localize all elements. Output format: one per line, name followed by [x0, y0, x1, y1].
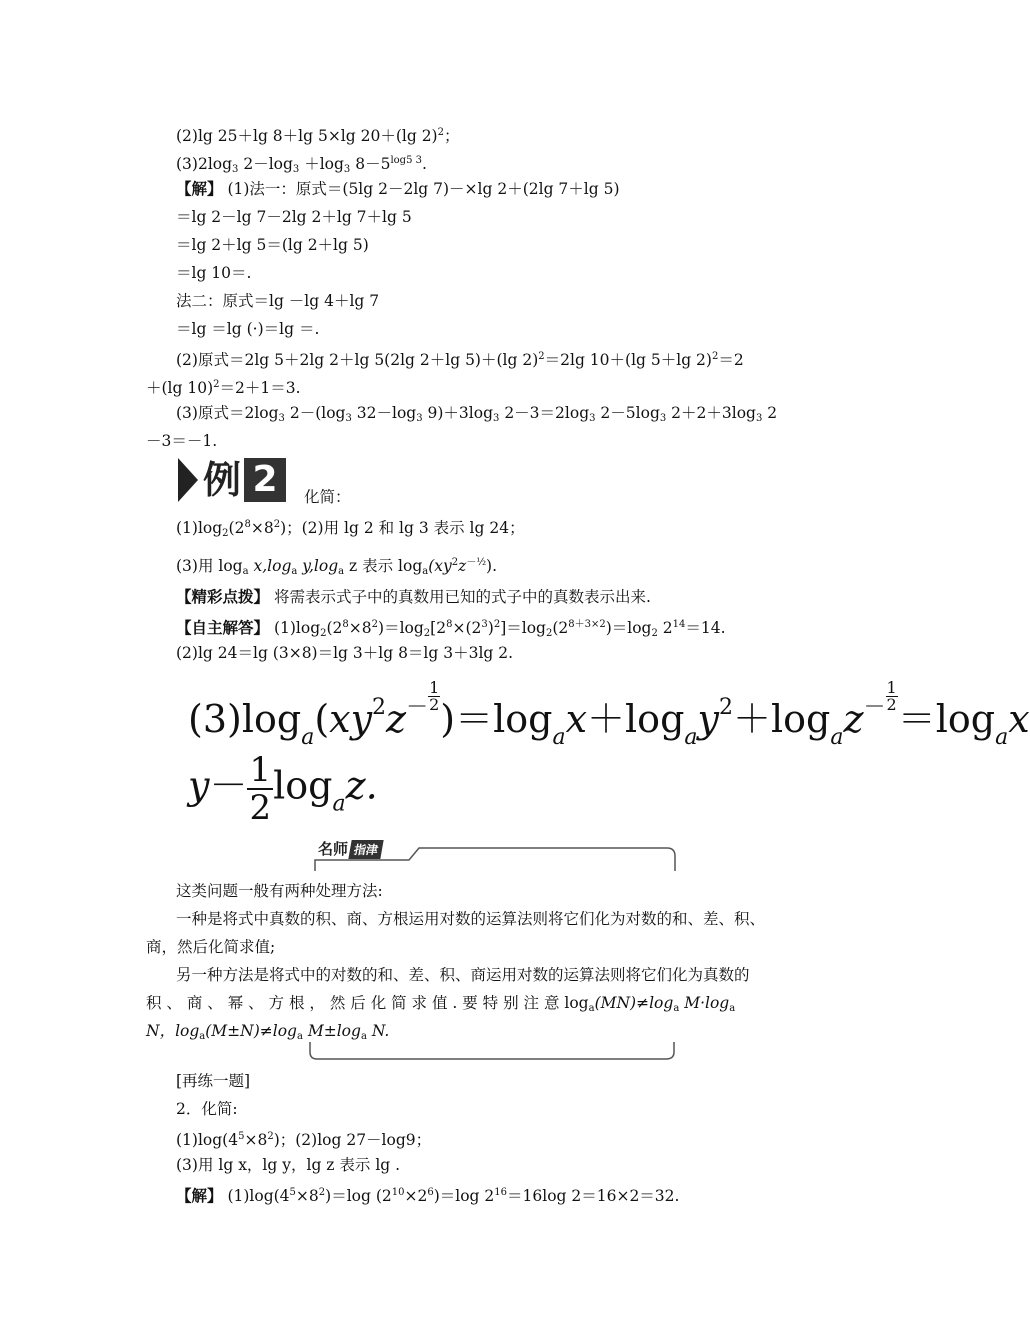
solution-line-7: (2)原式＝2lg 5＋2lg 2＋lg 5(2lg 2＋lg 5)＋(lg 2)$^2$＝2lg 10＋(lg 5＋lg 2)$^2$＝2: [176, 351, 744, 369]
problem-2-line: (2)lg 25＋lg 8＋lg 5×lg 20＋(lg 2)$^2$；: [176, 127, 460, 145]
example-question-1: $(1)\log_2(2^8\times 8^2)$；(2)用 lg 2 和 lg 3 表示 lg 24；: [176, 519, 525, 539]
practice-question: 2．化简:: [176, 1100, 238, 1118]
example-badge: [178, 458, 286, 502]
example-question-3: (3)用 $\log_a x,\log_a$ $y,\log_a$ z 表示 $\log_a(xy^2z^{-\frac{1}{2}})$.: [176, 557, 498, 577]
arrow-icon: [178, 458, 198, 502]
problem-3-line: $(3)2\log_3$ $2-\log_3 +\log_3$ $8-5^{log5 3}$.: [176, 155, 427, 175]
hint-line: 【精彩点拨】 将需表示式子中的真数用已知的式子中的真数表示出来.: [176, 587, 651, 606]
self-answer-line-1: 【自主解答】 $(1)\log_2(2^8\times 8^2)=\log_2[2^8\times(2^3)^2]=\log_2(2^{8+3\times 2})=\log_2$ $2^{14}=14$.: [176, 618, 726, 639]
solution-line-1: 【解】 (1)法一：原式＝(5lg 2－2lg 7)－×lg 2＋(2lg 7＋lg 5): [176, 179, 620, 198]
big-formula-line-2: y－ $\frac{1}{2}$ $\log_az$.: [188, 750, 378, 828]
example-prompt: 化简：: [304, 488, 351, 506]
practice-solution: 【解】 $(1)\log(4^5\times 8^2)=\log$ $(2^{10}\times 2^6)=\log$ $2^{16}=16\log$ 2＝16×2＝32.: [176, 1186, 680, 1205]
solution-line-6: ＝lg ＝lg (·)＝lg ＝.: [176, 320, 320, 338]
example-char: 例: [200, 458, 244, 502]
practice-question-3: (3)用 lg x，lg y，lg z 表示 lg .: [176, 1156, 401, 1174]
example-number: 2: [244, 458, 286, 502]
solution-line-5: 法二：原式＝lg －lg 4＋lg 7: [176, 292, 380, 310]
solution-line-2: ＝lg 2－lg 7－2lg 2＋lg 7＋lg 5: [176, 208, 412, 226]
tip-box-bottom-border: [308, 1040, 676, 1062]
tip-paragraph-1: 这类问题一般有两种处理方法:: [176, 882, 383, 900]
tip-paragraph-2b: 商，然后化简求值;: [146, 938, 276, 956]
solution-line-9: (3)原式$=2\log_3$ $2-(\log_3$ $32-\log_3$ $9)+3\log_3$ $2-3=2\log_3$ $2-5\log_3$ $2+2+3\log_3$ 2: [176, 404, 778, 424]
tip-label: 名师 指津: [318, 838, 382, 859]
tip-paragraph-3c: N，$\log_a(M\pm N)\ne\log_a$ $M\pm\log_a$ N.: [146, 1022, 390, 1042]
solution-line-4: ＝lg 10＝.: [176, 264, 252, 282]
solution-line-3: ＝lg 2＋lg 5＝(lg 2＋lg 5): [176, 236, 369, 254]
tip-paragraph-3b: 积 、 商 、 幂 、 方 根 ， 然 后 化 简 求 值 . 要 特 别 注 意 $\log_a(MN)\ne\log_a$ $M\cdot\log_a$: [146, 994, 736, 1014]
practice-title: [再练一题]: [176, 1072, 251, 1090]
tip-paragraph-3a: 另一种方法是将式中的对数的和、差、积、商运用对数的运算法则将它们化为真数的: [176, 966, 750, 984]
solution-line-10: －3＝－1.: [146, 432, 218, 450]
big-formula-line-1: $(3)\log_a(xy^2z^-$ $\frac{1}{2})=\log_ax+\log_ay^2+\log_az^-$ $\frac{1}{2}=\log_ax$: [188, 678, 1030, 750]
solution-line-8: ＋(lg 10)$^2$＝2＋1＝3.: [146, 379, 301, 397]
self-answer-line-2: (2)lg 24＝lg (3×8)＝lg 3＋lg 8＝lg 3＋3lg 2.: [176, 644, 514, 662]
tip-paragraph-2a: 一种是将式中真数的积、商、方根运用对数的运算法则将它们化为对数的和、差、积、: [176, 910, 766, 928]
tip-label-box: 指津: [348, 840, 383, 859]
practice-question-1: $(1)\log(4^5\times 8^2)$；(2)log 27－log9；: [176, 1131, 432, 1149]
